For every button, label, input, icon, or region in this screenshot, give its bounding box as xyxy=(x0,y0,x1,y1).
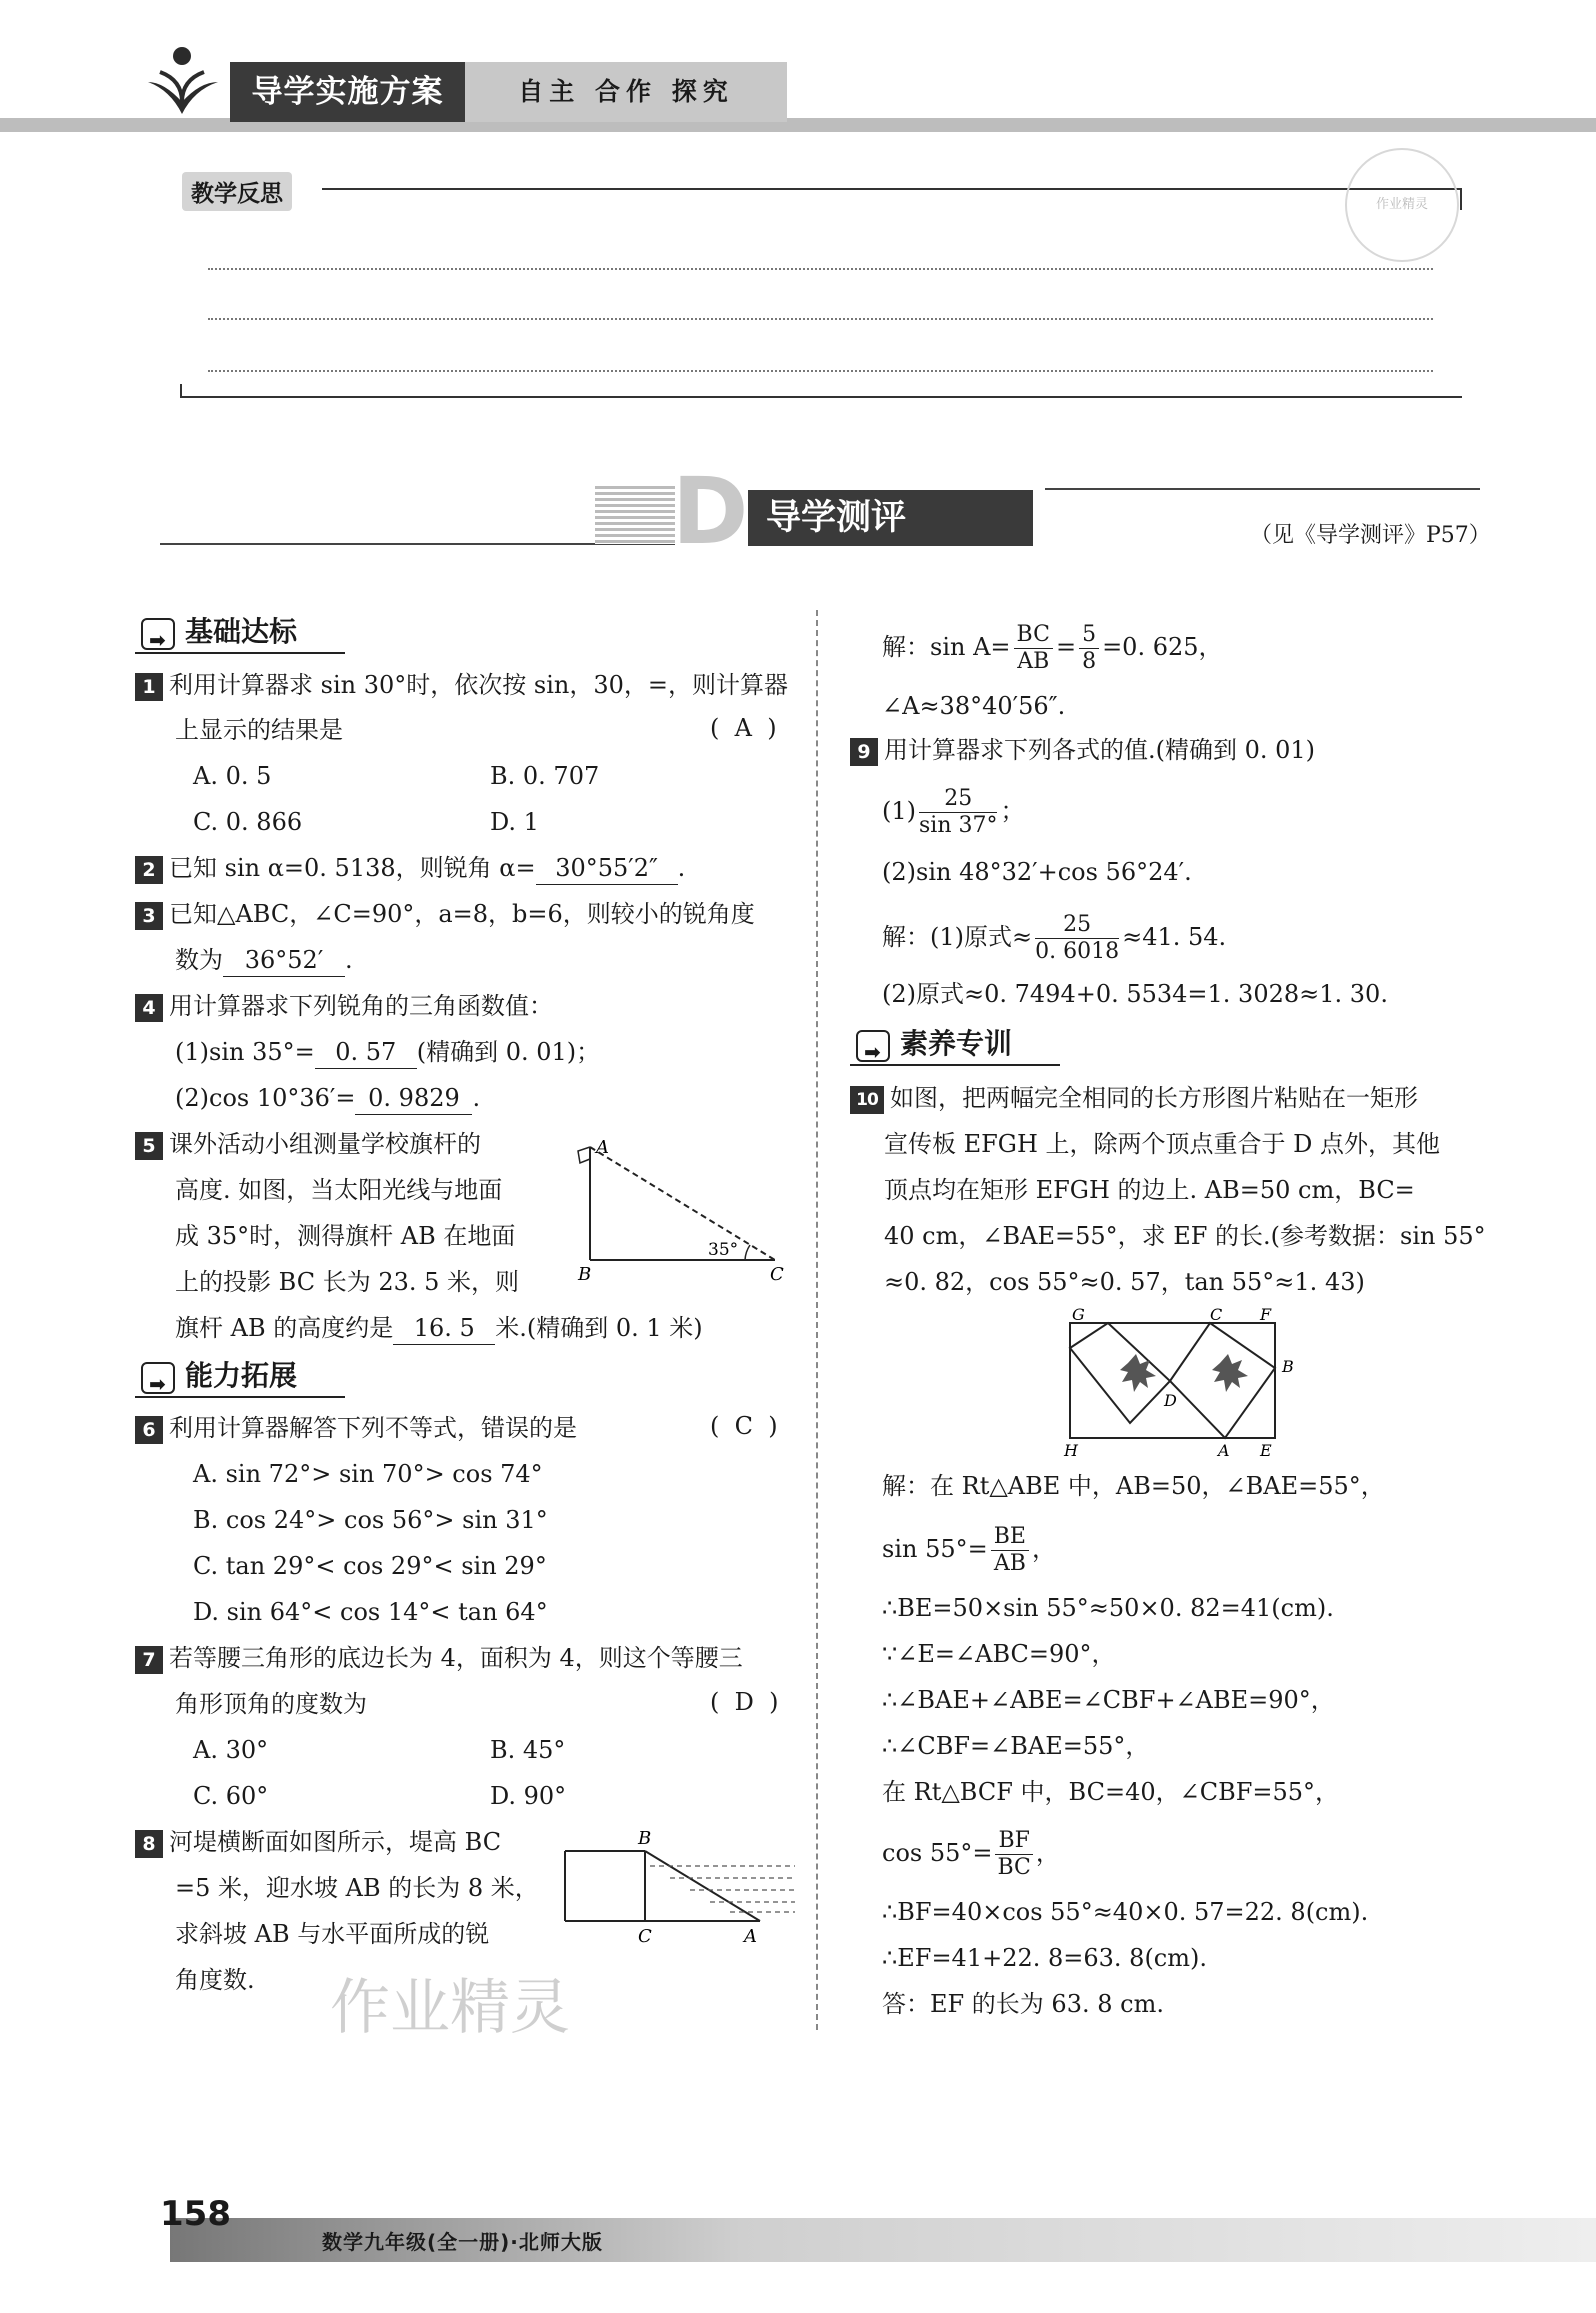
solution-text: ∴∠CBF=∠BAE=55°， xyxy=(882,1732,1150,1760)
flagpole-figure xyxy=(570,1135,795,1285)
question-5 xyxy=(135,1128,481,1160)
option: D. sin 64°< cos 14°< tan 64° xyxy=(193,1598,548,1626)
question-text: 角形顶角的度数为 xyxy=(175,1690,367,1718)
label-F: F xyxy=(1260,1308,1272,1324)
question-text: 河堤横断面如图所示，堤高 BC xyxy=(169,1828,502,1856)
divider xyxy=(322,188,1462,190)
reflection-label: 教学反思 xyxy=(182,172,292,211)
numerator: 5 xyxy=(1079,622,1099,649)
solution-text: sin 55°= xyxy=(882,1535,988,1563)
question-10 xyxy=(850,1082,1418,1114)
section-reference: （见《导学测评》P57） xyxy=(1250,523,1491,548)
arrow-icon: ➡ xyxy=(149,628,166,652)
option: C. 60° xyxy=(193,1782,269,1810)
divider xyxy=(180,396,1462,398)
solution-text: ∴BF=40×cos 55°≈40×0. 57=22. 8(cm). xyxy=(882,1898,1369,1926)
answer-paren: ( A ) xyxy=(710,714,777,742)
fraction xyxy=(991,1524,1029,1577)
denominator: sin 37° xyxy=(919,813,998,838)
book-title: 数学九年级(全一册)·北师大版 xyxy=(322,2230,603,2254)
numerator: BF xyxy=(995,1828,1032,1855)
label-A: A xyxy=(596,1137,609,1158)
answer: C xyxy=(734,1412,753,1440)
subhead-label: 能力拓展 xyxy=(185,1359,298,1392)
watermark: 作业精灵 xyxy=(330,1973,570,2043)
denominator: AB xyxy=(1017,649,1050,674)
solution-text xyxy=(882,1828,1060,1881)
option: D. 1 xyxy=(490,808,539,836)
solution-text xyxy=(882,1524,1056,1577)
subhead-label: 基础达标 xyxy=(185,615,298,648)
arrow-icon: ➡ xyxy=(864,1040,881,1064)
question-number: 4 xyxy=(135,994,163,1022)
question-3 xyxy=(135,898,755,930)
question-9 xyxy=(850,734,1315,766)
header-title: 导学实施方案 xyxy=(230,62,465,122)
question-text: 数为 xyxy=(175,946,223,974)
answer: 0. 9829 xyxy=(355,1082,472,1115)
fraction xyxy=(919,786,997,839)
question-text xyxy=(175,944,353,977)
label-A: A xyxy=(744,1926,757,1946)
answer: A xyxy=(734,714,752,742)
option: A. sin 72°> sin 70°> cos 74° xyxy=(193,1460,543,1488)
option: A. 0. 5 xyxy=(193,762,272,790)
question-text: ； xyxy=(1000,797,1025,825)
question-text xyxy=(175,1082,480,1115)
answer: 16. 5 xyxy=(393,1312,495,1345)
solution-text: =0. 625， xyxy=(1102,633,1223,661)
divider xyxy=(1045,488,1480,490)
question-text: 已知△ABC，∠C=90°，a=8，b=6，则较小的锐角度 xyxy=(169,900,755,928)
label-D: D xyxy=(1164,1391,1177,1410)
writing-line xyxy=(208,370,1433,372)
answer: 36°52′ xyxy=(223,944,345,977)
solution-text: ∴BE=50×sin 55°≈50×0. 82=41(cm). xyxy=(882,1594,1334,1622)
label-B: B xyxy=(578,1264,592,1285)
denominator: 8 xyxy=(1082,649,1097,674)
divider xyxy=(1460,188,1462,210)
solution-text xyxy=(882,912,1226,965)
rectangle-figure xyxy=(1060,1308,1300,1458)
question-text: 宣传板 EFGH 上，除两个顶点重合于 D 点外，其他 xyxy=(884,1130,1441,1158)
solution-text: 解：在 Rt△ABE 中，AB=50，∠BAE=55°， xyxy=(882,1472,1385,1500)
label-G: G xyxy=(1072,1308,1085,1324)
question-number: 9 xyxy=(850,738,878,766)
question-text: 上的投影 BC 长为 23. 5 米，则 xyxy=(175,1268,520,1296)
question-text: 米.(精确到 0. 1 米) xyxy=(495,1314,703,1342)
solution-text: ， xyxy=(1031,1535,1056,1563)
question-text: 高度. 如图，当太阳光线与地面 xyxy=(175,1176,503,1204)
option: D. 90° xyxy=(490,1782,567,1810)
solution-text: 在 Rt△BCF 中，BC=40，∠CBF=55°， xyxy=(882,1778,1340,1806)
question-text: 若等腰三角形的底边长为 4，面积为 4，则这个等腰三 xyxy=(169,1644,743,1672)
question-text: (精确到 0. 01)； xyxy=(416,1038,601,1066)
question-text: . xyxy=(472,1084,481,1112)
embankment-figure xyxy=(560,1826,800,1946)
option: B. cos 24°> cos 56°> sin 31° xyxy=(193,1506,548,1534)
subhead-ability xyxy=(135,1356,297,1396)
label-E: E xyxy=(1260,1441,1272,1458)
fraction xyxy=(1035,912,1119,965)
subhead-label: 素养专训 xyxy=(900,1027,1013,1060)
fraction xyxy=(995,1828,1032,1881)
question-text: 40 cm，∠BAE=55°，求 EF 的长.(参考数据：sin 55° xyxy=(884,1222,1486,1250)
column-divider xyxy=(816,610,818,2030)
question-number: 7 xyxy=(135,1646,163,1674)
writing-line xyxy=(208,318,1433,320)
solution-text: 答：EF 的长为 63. 8 cm. xyxy=(882,1990,1164,2018)
q8-solution xyxy=(882,622,1223,675)
label-H: H xyxy=(1064,1441,1078,1458)
question-6 xyxy=(135,1412,577,1444)
logo-icon xyxy=(140,42,224,118)
question-text: (2)cos 10°36′= xyxy=(175,1084,356,1112)
question-text: 课外活动小组测量学校旗杆的 xyxy=(169,1130,481,1158)
question-number: 3 xyxy=(135,902,163,930)
question-4 xyxy=(135,990,553,1022)
numerator: 25 xyxy=(1035,912,1119,939)
question-text: 已知 sin α=0. 5138，则锐角 α= xyxy=(169,854,536,882)
denominator: AB xyxy=(993,1551,1026,1576)
header-subtitle: 自主 合作 探究 xyxy=(465,62,787,122)
question-text: 成 35°时，测得旗杆 AB 在地面 xyxy=(175,1222,516,1250)
label-C: C xyxy=(770,1264,784,1285)
question-text: 如图，把两幅完全相同的长方形图片粘贴在一矩形 xyxy=(890,1084,1418,1112)
solution-text: ， xyxy=(1035,1839,1060,1867)
question-8 xyxy=(135,1826,501,1858)
question-text: 顶点均在矩形 EFGH 的边上. AB=50 cm，BC= xyxy=(884,1176,1415,1204)
section-title: 导学测评 xyxy=(748,490,1033,546)
question-text: 用计算器求下列各式的值.(精确到 0. 01) xyxy=(884,736,1316,764)
solution-text: 解：(1)原式≈ xyxy=(882,923,1033,951)
question-text: 利用计算器求 sin 30°时，依次按 sin，30，=，则计算器 xyxy=(169,671,788,699)
solution-text: (2)原式≈0. 7494+0. 5534=1. 3028≈1. 30. xyxy=(882,980,1388,1008)
writing-line xyxy=(208,268,1433,270)
page-number: 158 xyxy=(160,2194,231,2234)
subhead-basic xyxy=(135,612,297,652)
label-A: A xyxy=(1218,1441,1230,1458)
question-text: . xyxy=(677,854,686,882)
option: B. 0. 707 xyxy=(490,762,600,790)
solution-text: ∵∠E=∠ABC=90°， xyxy=(882,1640,1116,1668)
option: C. 0. 866 xyxy=(193,808,303,836)
question-text: 旗杆 AB 的高度约是 xyxy=(175,1314,394,1342)
question-number: 6 xyxy=(135,1416,163,1444)
option: B. 45° xyxy=(490,1736,566,1764)
question-number: 1 xyxy=(135,673,163,701)
solution-text: cos 55°= xyxy=(882,1839,993,1867)
denominator: 0. 6018 xyxy=(1035,939,1120,964)
label-B: B xyxy=(638,1828,652,1849)
subhead-literacy xyxy=(850,1024,1012,1064)
stamp: 作业精灵 xyxy=(1345,148,1459,262)
answer: 30°55′2″ xyxy=(536,852,678,885)
question-text: 角度数. xyxy=(175,1966,255,1994)
solution-text: ≈41. 54. xyxy=(1122,923,1227,951)
question-text: (1)sin 35°= xyxy=(175,1038,315,1066)
denominator: BC xyxy=(997,1855,1031,1880)
question-text: 上显示的结果是 xyxy=(175,716,343,744)
solution-text: ∴∠BAE+∠ABE=∠CBF+∠ABE=90°， xyxy=(882,1686,1335,1714)
fraction xyxy=(1014,622,1053,675)
solution-text: 解：sin A= xyxy=(882,633,1011,661)
answer-paren: ( D ) xyxy=(710,1688,779,1716)
label-C: C xyxy=(1210,1308,1223,1324)
question-number: 2 xyxy=(135,856,163,884)
numerator: BE xyxy=(991,1524,1029,1551)
divider xyxy=(180,384,182,398)
question-text: . xyxy=(345,946,353,974)
numerator: 25 xyxy=(919,786,997,813)
section-letter: D xyxy=(672,458,749,565)
answer: 0. 57 xyxy=(315,1036,417,1069)
label-B: B xyxy=(1282,1357,1294,1376)
question-text: 利用计算器解答下列不等式，错误的是 xyxy=(169,1414,577,1442)
solution-text: ∠A≈38°40′56″. xyxy=(882,692,1066,720)
decoration xyxy=(595,486,675,544)
arrow-icon: ➡ xyxy=(149,1372,166,1396)
option: C. tan 29°< cos 29°< sin 29° xyxy=(193,1552,547,1580)
question-text: =5 米，迎水坡 AB 的长为 8 米， xyxy=(175,1874,539,1902)
question-text xyxy=(882,786,1024,839)
angle-label: 35° xyxy=(708,1240,739,1260)
answer-paren: ( C ) xyxy=(710,1412,778,1440)
numerator: BC xyxy=(1014,622,1053,649)
question-text xyxy=(175,1036,600,1069)
question-text xyxy=(175,1312,703,1345)
question-2 xyxy=(135,852,685,885)
question-7 xyxy=(135,1642,743,1674)
solution-text: = xyxy=(1055,633,1077,661)
solution-text: ∴EF=41+22. 8=63. 8(cm). xyxy=(882,1944,1207,1972)
question-text: (2)sin 48°32′+cos 56°24′. xyxy=(882,858,1192,886)
question-number: 8 xyxy=(135,1830,163,1858)
question-text: 用计算器求下列锐角的三角函数值： xyxy=(169,992,553,1020)
label-C: C xyxy=(638,1926,652,1946)
question-number: 10 xyxy=(850,1086,884,1114)
question-1 xyxy=(135,669,788,701)
fraction xyxy=(1079,622,1099,675)
answer: D xyxy=(734,1688,754,1716)
question-text: ≈0. 82，cos 55°≈0. 57，tan 55°≈1. 43) xyxy=(884,1268,1365,1296)
question-text: (1) xyxy=(882,797,916,825)
question-text: 求斜坡 AB 与水平面所成的锐 xyxy=(175,1920,490,1948)
option: A. 30° xyxy=(193,1736,269,1764)
question-number: 5 xyxy=(135,1132,163,1160)
